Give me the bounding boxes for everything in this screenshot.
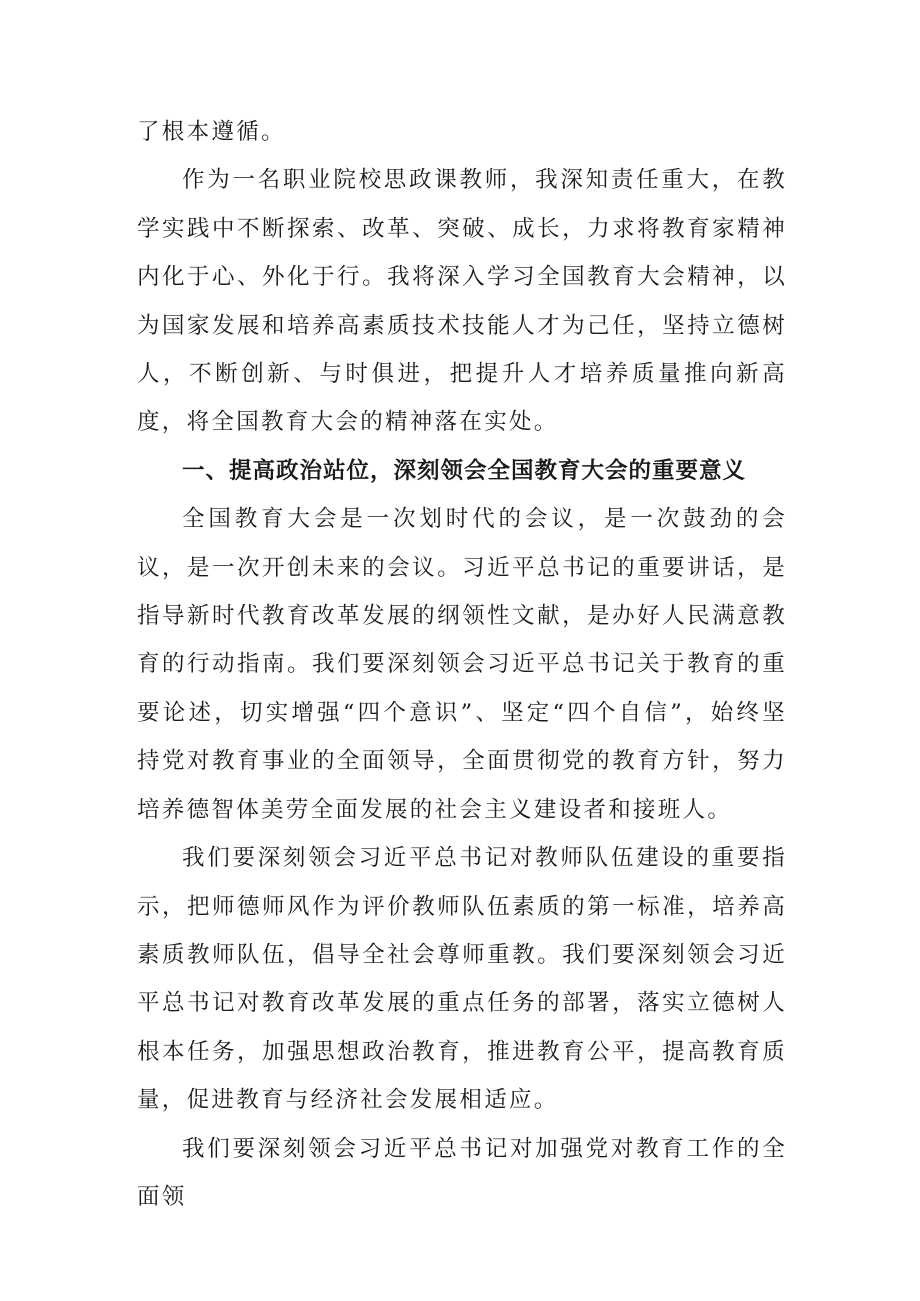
paragraph-party-leadership: 我们要深刻领会习近平总书记对加强党对教育工作的全面领: [137, 1135, 787, 1210]
paragraph-continuation: 了根本遵循。: [137, 119, 286, 145]
paragraph-teacher-team: 我们要深刻领会习近平总书记对教师队伍建设的重要指示，把师德师风作为评价教师队伍素质的第一标准，培养高素质教师队伍，倡导全社会尊师重教。我们要深刻领会习近平总书记对教育改革发展的重点任务的部署，落实立德树人根本任务，加强思想政治教育，推进教育公平，提高教育质量，促进教育与经济社会发展相适应。: [137, 845, 787, 1114]
paragraph-conference-significance: 全国教育大会是一次划时代的会议，是一次鼓劲的会议，是一次开创未来的会议。习近平总书记的重要讲话，是指导新时代教育改革发展的纲领性文献，是办好人民满意教育的行动指南。我们要深刻领会习近平总书记关于教育的重要论述，切实增强“四个意识”、坚定“四个自信”，始终坚持党对教育事业的全面领导，全面贯彻党的教育方针，努力培养德智体美劳全面发展的社会主义建设者和接班人。: [137, 506, 787, 823]
paragraph-teacher-role: 作为一名职业院校思政课教师，我深知责任重大，在教学实践中不断探索、改革、突破、成长，力求将教育家精神内化于心、外化于行。我将深入学习全国教育大会精神，以为国家发展和培养高素质技术技能人才为己任，坚持立德树人，不断创新、与时俱进，把提升人才培养质量推向新高度，将全国教育大会的精神落在实处。: [137, 167, 787, 436]
document-page: [137, 108, 787, 1221]
section-heading: 一、提高政治站位，深刻领会全国教育大会的重要意义: [182, 457, 747, 484]
